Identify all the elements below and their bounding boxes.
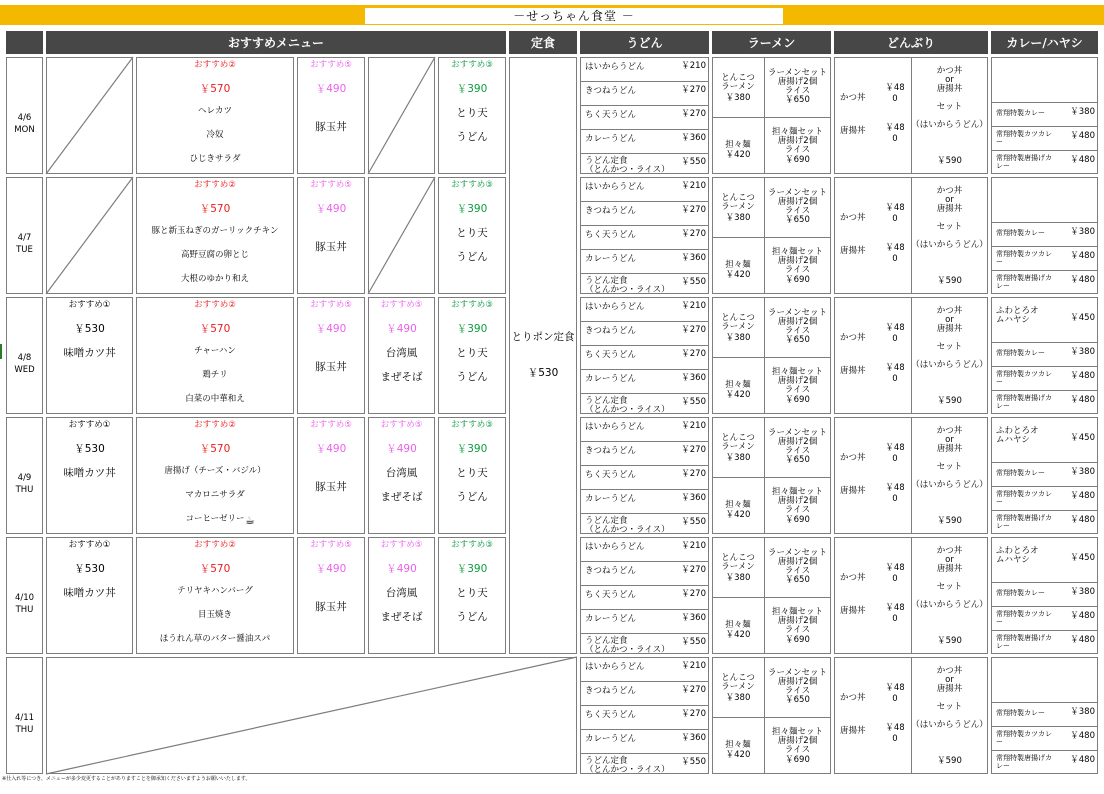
- udon-price: ￥210: [681, 61, 706, 71]
- rec3-item: とり天: [456, 587, 488, 599]
- rec5a-item: 豚玉丼: [315, 241, 347, 253]
- udon-name: うどん定食 （とんかつ・ライス）: [585, 756, 670, 775]
- ramen-price: ￥650: [785, 335, 810, 345]
- rec2-price: ￥570: [199, 203, 231, 215]
- udon-name: はいからうどん: [585, 182, 645, 192]
- curry-name: 常翔特製唐揚げカレー: [996, 634, 1052, 650]
- ramen-price: ￥650: [785, 455, 810, 465]
- rec2-label: おすすめ②: [194, 420, 236, 430]
- udon-name: きつねうどん: [585, 686, 637, 696]
- donburi-set-name: かつ丼 or 唐揚丼 セット （はいからうどん）: [911, 306, 988, 370]
- udon-name: ちく天うどん: [585, 350, 637, 360]
- hayashi-price: ￥450: [1070, 313, 1095, 323]
- ramen-price: ￥690: [785, 275, 810, 285]
- rec5b-item: まぜそば: [380, 371, 423, 383]
- rec5b-label: おすすめ⑤: [380, 300, 423, 310]
- udon-price: ￥210: [681, 541, 706, 551]
- rec5a-label: おすすめ⑤: [310, 540, 352, 550]
- ramen-price: ￥690: [785, 155, 810, 165]
- rec3-label: おすすめ③: [451, 540, 493, 550]
- curry-name: 常翔特製カレー: [996, 109, 1045, 117]
- rec2-item: コーヒーゼリー: [185, 514, 245, 524]
- ramen-name: とんこつ ラーメン: [721, 313, 755, 332]
- donburi-price: ￥48 0: [885, 203, 905, 224]
- udon-name: カレーうどん: [585, 734, 637, 744]
- donburi-name: 唐揚丼: [840, 126, 866, 136]
- ramen-price: ￥650: [785, 575, 810, 585]
- rec3-price: ￥390: [456, 443, 488, 455]
- curry-price: ￥480: [1070, 251, 1095, 261]
- rec1-price: ￥530: [74, 443, 105, 455]
- udon-price: ￥210: [681, 181, 706, 191]
- rec3-item: とり天: [456, 227, 488, 239]
- donburi-name: 唐揚丼: [840, 606, 866, 616]
- udon-price: ￥550: [681, 277, 706, 287]
- udon-price: ￥270: [681, 229, 706, 239]
- rec2-item: ヘレカツ: [197, 106, 232, 116]
- rec2-item: 高野豆腐の卵とじ: [180, 250, 249, 260]
- udon-price: ￥360: [681, 373, 706, 383]
- udon-name: ちく天うどん: [585, 470, 637, 480]
- ramen-name: とんこつ ラーメン: [721, 193, 755, 212]
- curry-price: ￥380: [1070, 707, 1095, 717]
- donburi-price: ￥48 0: [885, 363, 905, 384]
- rec1-item: 味噌カツ丼: [63, 467, 116, 479]
- rec3-item: うどん: [456, 131, 488, 143]
- curry-name: 常翔特製カツカレー: [996, 730, 1052, 746]
- udon-name: カレーうどん: [585, 494, 637, 504]
- udon-divider: [580, 705, 709, 706]
- rec5a-item: 豚玉丼: [315, 361, 347, 373]
- udon-price: ￥270: [681, 589, 706, 599]
- rec5b-item: 台湾風: [385, 347, 418, 359]
- donburi-set-price: ￥590: [937, 276, 962, 286]
- date-label: 4/6: [17, 113, 32, 123]
- ramen-name: 担々麺セット 唐揚げ2個 ライス: [771, 367, 823, 395]
- rec1-price: ￥530: [74, 563, 105, 575]
- rec2-item: 鶏チリ: [202, 370, 228, 380]
- footnote: ※仕入れ等につき、メニューが多少変更することがありますことを御承知くださいますようお願いいたします。: [2, 776, 251, 782]
- teishoku-name: とりポン定食: [511, 331, 575, 343]
- donburi-set-price: ￥590: [937, 396, 962, 406]
- rec5b-price: ￥490: [386, 323, 417, 335]
- rec5a-price: ￥490: [315, 83, 347, 95]
- donburi-name: かつ丼: [840, 333, 866, 343]
- donburi-set-price: ￥590: [937, 516, 962, 526]
- curry-price: ￥480: [1070, 395, 1095, 405]
- ramen-price: ￥650: [785, 695, 810, 705]
- curry-name: 常翔特製唐揚げカレー: [996, 514, 1052, 530]
- rec5a-label: おすすめ⑤: [310, 420, 352, 430]
- ramen-name: 担々麺セット 唐揚げ2個 ライス: [771, 127, 823, 155]
- rec3-item: とり天: [456, 107, 488, 119]
- curry-name: 常翔特製唐揚げカレー: [996, 274, 1052, 290]
- donburi-name: 唐揚丼: [840, 246, 866, 256]
- rec3-price: ￥390: [456, 563, 488, 575]
- rec3-price: ￥390: [456, 323, 488, 335]
- udon-price: ￥210: [681, 661, 706, 671]
- udon-name: カレーうどん: [585, 614, 637, 624]
- ramen-name: とんこつ ラーメン: [721, 433, 755, 452]
- rec5b-item: 台湾風: [385, 587, 418, 599]
- curry-price: ￥380: [1070, 227, 1095, 237]
- rec5a-item: 豚玉丼: [315, 601, 347, 613]
- weekday-label: THU: [15, 605, 34, 615]
- udon-name: うどん定食 （とんかつ・ライス）: [585, 516, 670, 535]
- rec5b-label: おすすめ⑤: [380, 540, 423, 550]
- donburi-set-name: かつ丼 or 唐揚丼 セット （はいからうどん）: [911, 186, 988, 250]
- date-label: 4/8: [17, 353, 32, 363]
- rec3-label: おすすめ③: [451, 180, 493, 190]
- donburi-set-name: かつ丼 or 唐揚丼 セット （はいからうどん）: [911, 66, 988, 130]
- ramen-name: 担々麺: [725, 380, 751, 390]
- udon-name: カレーうどん: [585, 134, 637, 144]
- udon-price: ￥360: [681, 253, 706, 263]
- udon-divider: [580, 729, 709, 730]
- udon-price: ￥360: [681, 733, 706, 743]
- rec5a-item: 豚玉丼: [315, 481, 347, 493]
- coffee-jelly-icon: ☕: [245, 514, 255, 527]
- curry-price: ￥480: [1070, 635, 1095, 645]
- ramen-name: とんこつ ラーメン: [721, 673, 755, 692]
- curry-divider: [991, 726, 1098, 727]
- donburi-set-name: かつ丼 or 唐揚丼 セット （はいからうどん）: [911, 666, 988, 730]
- curry-name: 常翔特製カツカレー: [996, 250, 1052, 266]
- ramen-name: 担々麺: [725, 500, 751, 510]
- udon-price: ￥210: [681, 301, 706, 311]
- donburi-price: ￥48 0: [885, 603, 905, 624]
- ramen-price: ￥380: [725, 213, 751, 223]
- ramen-price: ￥380: [725, 693, 751, 703]
- hayashi-name: ふわとろオムハヤシ: [996, 306, 1039, 325]
- hayashi-name: ふわとろオムハヤシ: [996, 546, 1039, 565]
- header-udon: うどん: [580, 31, 709, 54]
- rec2-item: 豚と新玉ねぎのガーリックチキン: [151, 226, 279, 236]
- rec3-price: ￥390: [456, 203, 488, 215]
- donburi-name: かつ丼: [840, 693, 866, 703]
- date-label: 4/11: [14, 713, 35, 723]
- udon-price: ￥550: [681, 157, 706, 167]
- udon-price: ￥270: [681, 445, 706, 455]
- udon-price: ￥270: [681, 709, 706, 719]
- udon-price: ￥270: [681, 565, 706, 575]
- rec5a-price: ￥490: [315, 443, 347, 455]
- udon-name: はいからうどん: [585, 62, 645, 72]
- rec2-item: チャーハン: [194, 346, 236, 356]
- udon-name: はいからうどん: [585, 422, 645, 432]
- rec2-price: ￥570: [199, 323, 231, 335]
- ramen-name: ラーメンセット 唐揚げ2個 ライス: [767, 548, 828, 576]
- udon-name: カレーうどん: [585, 254, 637, 264]
- header-ramen: ラーメン: [712, 31, 831, 54]
- donburi-price: ￥48 0: [885, 83, 905, 104]
- ramen-price: ￥380: [725, 93, 751, 103]
- udon-name: きつねうどん: [585, 446, 637, 456]
- curry-name: 常翔特製唐揚げカレー: [996, 154, 1052, 170]
- rec5b-price: ￥490: [386, 443, 417, 455]
- rec2-price: ￥570: [199, 563, 231, 575]
- udon-divider: [580, 753, 709, 754]
- rec2-item: テリヤキハンバーグ: [177, 586, 253, 596]
- rec3-item: うどん: [456, 251, 488, 263]
- curry-price: ￥380: [1070, 587, 1095, 597]
- rec5a-label: おすすめ⑤: [310, 180, 352, 190]
- header-recommended: おすすめメニュー: [46, 31, 506, 54]
- udon-price: ￥270: [681, 85, 706, 95]
- rec5b-item: まぜそば: [380, 611, 423, 623]
- ramen-price: ￥420: [725, 630, 751, 640]
- rec1-price: ￥530: [74, 323, 105, 335]
- udon-price: ￥550: [681, 757, 706, 767]
- curry-price: ￥480: [1070, 515, 1095, 525]
- curry-name: 常翔特製唐揚げカレー: [996, 754, 1052, 770]
- donburi-name: かつ丼: [840, 453, 866, 463]
- ramen-price: ￥690: [785, 515, 810, 525]
- udon-name: きつねうどん: [585, 206, 637, 216]
- rec1-item: 味噌カツ丼: [63, 347, 116, 359]
- donburi-price: ￥48 0: [885, 443, 905, 464]
- rec5a-price: ￥490: [315, 203, 347, 215]
- rec3-item: うどん: [456, 491, 488, 503]
- curry-price: ￥480: [1070, 755, 1095, 765]
- ramen-price: ￥420: [725, 150, 751, 160]
- ramen-price: ￥650: [785, 95, 810, 105]
- ramen-name: ラーメンセット 唐揚げ2個 ライス: [767, 188, 828, 216]
- curry-name: 常翔特製カツカレー: [996, 610, 1052, 626]
- udon-price: ￥360: [681, 133, 706, 143]
- donburi-set-price: ￥590: [937, 156, 962, 166]
- date-label: 4/9: [17, 473, 32, 483]
- header-teishoku: 定食: [509, 31, 577, 54]
- ramen-price: ￥380: [725, 333, 751, 343]
- empty-row-diagonal: [46, 657, 577, 774]
- udon-name: ちく天うどん: [585, 710, 637, 720]
- hayashi-price: ￥450: [1070, 553, 1095, 563]
- udon-name: きつねうどん: [585, 566, 637, 576]
- weekday-label: MON: [14, 125, 35, 135]
- rec5b-item: 台湾風: [385, 467, 418, 479]
- ramen-price: ￥420: [725, 510, 751, 520]
- ramen-name: 担々麺: [725, 140, 751, 150]
- curry-price: ￥380: [1070, 347, 1095, 357]
- ramen-name: 担々麺: [725, 740, 751, 750]
- donburi-set-price: ￥590: [937, 756, 962, 766]
- rec2-item: ほうれん草のバター醤油スパ: [159, 634, 271, 644]
- rec2-item: 白菜の中華和え: [185, 394, 245, 404]
- curry-price: ￥480: [1070, 371, 1095, 381]
- curry-name: 常翔特製カレー: [996, 349, 1045, 357]
- rec2-label: おすすめ②: [194, 300, 236, 310]
- ramen-name: 担々麺セット 唐揚げ2個 ライス: [771, 487, 823, 515]
- donburi-name: かつ丼: [840, 573, 866, 583]
- hayashi-name: ふわとろオムハヤシ: [996, 426, 1039, 445]
- rec3-label: おすすめ③: [451, 300, 493, 310]
- donburi-price: ￥48 0: [885, 323, 905, 344]
- udon-price: ￥270: [681, 349, 706, 359]
- udon-price: ￥550: [681, 637, 706, 647]
- ramen-name: ラーメンセット 唐揚げ2個 ライス: [767, 308, 828, 336]
- ramen-name: 担々麺セット 唐揚げ2個 ライス: [771, 607, 823, 635]
- weekday-label: THU: [15, 725, 34, 735]
- ramen-name: 担々麺セット 唐揚げ2個 ライス: [771, 247, 823, 275]
- rec5a-label: おすすめ⑤: [310, 300, 352, 310]
- curry-price: ￥480: [1070, 611, 1095, 621]
- udon-price: ￥550: [681, 397, 706, 407]
- ramen-price: ￥690: [785, 395, 810, 405]
- udon-name: ちく天うどん: [585, 590, 637, 600]
- ramen-name: 担々麺: [725, 260, 751, 270]
- weekday-label: WED: [14, 365, 35, 375]
- ramen-name: とんこつ ラーメン: [721, 553, 755, 572]
- rec5a-label: おすすめ⑤: [310, 60, 352, 70]
- rec1-label: おすすめ①: [68, 420, 111, 430]
- udon-price: ￥210: [681, 421, 706, 431]
- donburi-price: ￥48 0: [885, 723, 905, 744]
- curry-divider: [991, 750, 1098, 751]
- rec2-item: マカロニサラダ: [185, 490, 245, 500]
- udon-name: うどん定食 （とんかつ・ライス）: [585, 396, 670, 415]
- udon-divider: [580, 681, 709, 682]
- rec5a-price: ￥490: [315, 323, 347, 335]
- curry-name: 常翔特製カツカレー: [996, 490, 1052, 506]
- rec1-item: 味噌カツ丼: [63, 587, 116, 599]
- rec3-label: おすすめ③: [451, 60, 493, 70]
- donburi-name: かつ丼: [840, 213, 866, 223]
- ramen-price: ￥420: [725, 390, 751, 400]
- curry-divider: [991, 702, 1098, 703]
- udon-price: ￥270: [681, 325, 706, 335]
- ramen-name: 担々麺セット 唐揚げ2個 ライス: [771, 727, 823, 755]
- rec1-label: おすすめ①: [68, 540, 111, 550]
- udon-name: うどん定食 （とんかつ・ライス）: [585, 156, 670, 175]
- rec2-item: 冷奴: [206, 130, 224, 140]
- curry-name: 常翔特製カレー: [996, 469, 1045, 477]
- ramen-price: ￥380: [725, 573, 751, 583]
- teishoku-price: ￥530: [527, 367, 559, 379]
- donburi-price: ￥48 0: [885, 683, 905, 704]
- donburi-set-name: かつ丼 or 唐揚丼 セット （はいからうどん）: [911, 546, 988, 610]
- rec3-label: おすすめ③: [451, 420, 493, 430]
- date-label: 4/10: [14, 593, 35, 603]
- rec5a-item: 豚玉丼: [315, 121, 347, 133]
- udon-name: きつねうどん: [585, 86, 637, 96]
- donburi-set-price: ￥590: [937, 636, 962, 646]
- curry-price: ￥480: [1070, 275, 1095, 285]
- ramen-price: ￥380: [725, 453, 751, 463]
- curry-price: ￥380: [1070, 467, 1095, 477]
- rec3-price: ￥390: [456, 83, 488, 95]
- udon-price: ￥360: [681, 613, 706, 623]
- udon-name: はいからうどん: [585, 662, 645, 672]
- header-curry: カレー/ハヤシ: [991, 31, 1098, 54]
- donburi-price: ￥48 0: [885, 563, 905, 584]
- rec5b-item: まぜそば: [380, 491, 423, 503]
- rec2-label: おすすめ②: [194, 540, 236, 550]
- udon-name: はいからうどん: [585, 302, 645, 312]
- udon-price: ￥550: [681, 517, 706, 527]
- ramen-price: ￥650: [785, 215, 810, 225]
- rec3-item: うどん: [456, 371, 488, 383]
- udon-name: うどん定食 （とんかつ・ライス）: [585, 636, 670, 655]
- curry-price: ￥480: [1070, 491, 1095, 501]
- curry-name: 常翔特製カレー: [996, 229, 1045, 237]
- donburi-price: ￥48 0: [885, 243, 905, 264]
- page-title: －せっちゃん食堂 －: [365, 8, 783, 24]
- donburi-name: 唐揚丼: [840, 366, 866, 376]
- rec5b-price: ￥490: [386, 563, 417, 575]
- ramen-name: とんこつ ラーメン: [721, 73, 755, 92]
- udon-name: うどん定食 （とんかつ・ライス）: [585, 276, 670, 295]
- header-donburi: どんぶり: [834, 31, 988, 54]
- donburi-set-name: かつ丼 or 唐揚丼 セット （はいからうどん）: [911, 426, 988, 490]
- rec5a-price: ￥490: [315, 563, 347, 575]
- rec1-label: おすすめ①: [68, 300, 111, 310]
- rec2-item: 唐揚げ（チーズ・バジル）: [164, 466, 266, 476]
- weekday-label: THU: [15, 485, 34, 495]
- udon-name: はいからうどん: [585, 542, 645, 552]
- udon-price: ￥270: [681, 685, 706, 695]
- udon-name: きつねうどん: [585, 326, 637, 336]
- donburi-name: かつ丼: [840, 93, 866, 103]
- curry-name: 常翔特製唐揚げカレー: [996, 394, 1052, 410]
- udon-name: カレーうどん: [585, 374, 637, 384]
- rec2-label: おすすめ②: [194, 60, 236, 70]
- rec3-item: とり天: [456, 347, 488, 359]
- rec2-price: ￥570: [199, 443, 231, 455]
- donburi-name: 唐揚丼: [840, 726, 866, 736]
- ramen-price: ￥420: [725, 750, 751, 760]
- donburi-price: ￥48 0: [885, 483, 905, 504]
- udon-price: ￥270: [681, 109, 706, 119]
- rec5b-label: おすすめ⑤: [380, 420, 423, 430]
- ramen-name: ラーメンセット 唐揚げ2個 ライス: [767, 668, 828, 696]
- ramen-price: ￥420: [725, 270, 751, 280]
- udon-price: ￥270: [681, 205, 706, 215]
- curry-price: ￥480: [1070, 131, 1095, 141]
- curry-price: ￥480: [1070, 155, 1095, 165]
- rec2-item: 大根のゆかり和え: [180, 274, 249, 284]
- rec2-price: ￥570: [199, 83, 231, 95]
- hayashi-price: ￥450: [1070, 433, 1095, 443]
- rec3-item: うどん: [456, 611, 488, 623]
- ramen-price: ￥690: [785, 635, 810, 645]
- curry-name: 常翔特製カツカレー: [996, 130, 1052, 146]
- date-label: 4/7: [17, 233, 32, 243]
- ramen-name: ラーメンセット 唐揚げ2個 ライス: [767, 68, 828, 96]
- curry-name: 常翔特製カレー: [996, 709, 1045, 717]
- donburi-price: ￥48 0: [885, 123, 905, 144]
- ramen-name: 担々麺: [725, 620, 751, 630]
- ramen-divider: [712, 717, 831, 718]
- rec3-item: とり天: [456, 467, 488, 479]
- weekday-label: TUE: [16, 245, 33, 255]
- curry-price: ￥480: [1070, 731, 1095, 741]
- curry-price: ￥380: [1070, 107, 1095, 117]
- rec2-item: 目玉焼き: [197, 610, 232, 620]
- rec2-label: おすすめ②: [194, 180, 236, 190]
- udon-name: ちく天うどん: [585, 230, 637, 240]
- ramen-price: ￥690: [785, 755, 810, 765]
- udon-name: ちく天うどん: [585, 110, 637, 120]
- curry-name: 常翔特製カレー: [996, 589, 1045, 597]
- rec2-item: ひじきサラダ: [189, 154, 241, 164]
- udon-price: ￥360: [681, 493, 706, 503]
- donburi-name: 唐揚丼: [840, 486, 866, 496]
- udon-price: ￥270: [681, 469, 706, 479]
- curry-name: 常翔特製カツカレー: [996, 370, 1052, 386]
- ramen-name: ラーメンセット 唐揚げ2個 ライス: [767, 428, 828, 456]
